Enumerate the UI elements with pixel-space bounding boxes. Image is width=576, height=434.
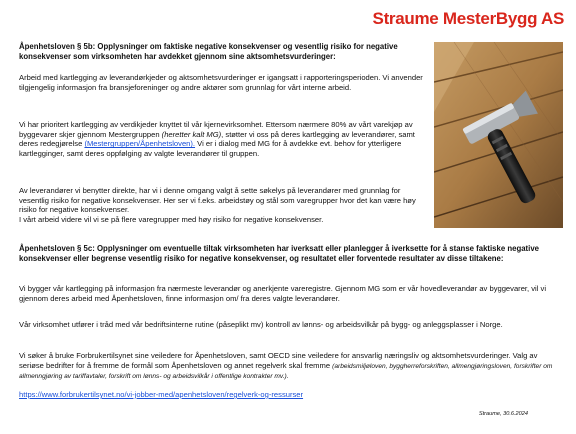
hammer-on-wood-photo	[434, 42, 563, 228]
p2-text-a: Vi har prioritert kartlegging av verdikjeder knyttet til vår kjernevirksomhet. Ettersom nærmere 80% av vårt varekjøp av byggevarer skjer gjennom Mestergruppen	[19, 120, 413, 139]
mestergruppen-link[interactable]: (Mestergruppen/Åpenhetsloven).	[84, 139, 196, 149]
section-5b-paragraph-2	[19, 120, 429, 158]
section-5c-heading: Åpenhetsloven § 5c: Opplysninger om eventuelle tiltak virksomheten har iverksatt eller planlegger å iverksette for å stanse faktiske negative konsekvenser eller begrense vesentlig risiko for negative konsekvenser, og resultatet eller forventede resultater av disse tiltakene:	[19, 244, 539, 263]
p3c-italic: (arbeidsmiljøloven, byggherreforskriften, allmengjøringsloven, forskrifter om allmenngjøring av tariffavtaler, forskrift om lønns- og arbeidsvilkår i offentlige kontrakter mv.).	[19, 362, 553, 381]
section-5b-paragraph-1: Arbeid med kartlegging av leverandørkjeder og aktsomhetsvurderinger er igangsatt i rapporteringsperioden. Vi anvender tilgjengelig informasjon fra bransjeforeninger og andre aktører som grunnlag for vårt interne arbeid.	[19, 73, 423, 92]
p2-text-c: Vi er i dialog med MG for å avdekke evt. behov for ytterligere kartlegginger, samt deres oppfølging av valgte leverandører til gruppen.	[19, 139, 402, 158]
section-5b-paragraph-3	[19, 186, 429, 224]
section-5c-paragraph-2: Vår virksomhet utfører i tråd med vår bedriftsinterne rutine (påseplikt mv) kontroll av lønns- og arbeidsvilkår på bygg- og anleggsplasser i Norge.	[19, 320, 503, 329]
section-5c-paragraph-1: Vi bygger vår kartlegging på informasjon fra nærmeste leverandør og anerkjente vareregistre. Gjennom MG som er vår hovedleverandør av byggevarer, vil vi gjennom deres arbeid med Åpenhetsloven, finne informasjon om/ fra deres valgte leverandører.	[19, 284, 547, 303]
p2-text-b: , støtter vi oss på deres kartlegging av leverandører, samt deres redegjørelse	[19, 129, 415, 149]
p3c-text: Vi søker å bruke Forbrukertilsynet sine veiledere for Åpenhetsloven, samt OECD sine veiledere for ansvarlig næringsliv og aktsomhetsvurderinger. Valg av seriøse bedrifter for å fremme de formål som Åpenhetsloven og annet regelverk skal fremme	[19, 351, 538, 370]
section-5c-paragraph-3	[19, 351, 559, 382]
p2-italic: (heretter kalt MG)	[161, 129, 222, 139]
brand-logo: Straume MesterBygg AS	[372, 9, 564, 28]
forbrukertilsynet-link[interactable]: https://www.forbrukertilsynet.no/vi-jobber-med/apenhetsloven/regelverk-og-ressurser	[19, 390, 304, 399]
section-5b-heading: Åpenhetsloven § 5b: Opplysninger om faktiske negative konsekvenser og vesentlig risiko for negative konsekvenser som virksomheten har avdekket gjennom sine aktsomhetsvurderinger:	[19, 42, 398, 61]
photo-illustration	[434, 42, 563, 228]
p3-line-1: Av leverandører vi benytter direkte, har vi i denne omgang valgt å sette søkelys på leverandører med grunnlag for vesentlig risiko for negative konsekvenser. Her ser vi f.eks. arbeidstøy og stål som varegrupper hvor det kan være høy risiko for negative konsekvenser.	[19, 186, 416, 215]
signature-date: Straume, 30.6.2024	[478, 411, 528, 417]
p3-line-2: I vårt arbeid videre vil vi se på flere varegrupper med høy risiko for negative konsekvenser.	[19, 214, 324, 224]
